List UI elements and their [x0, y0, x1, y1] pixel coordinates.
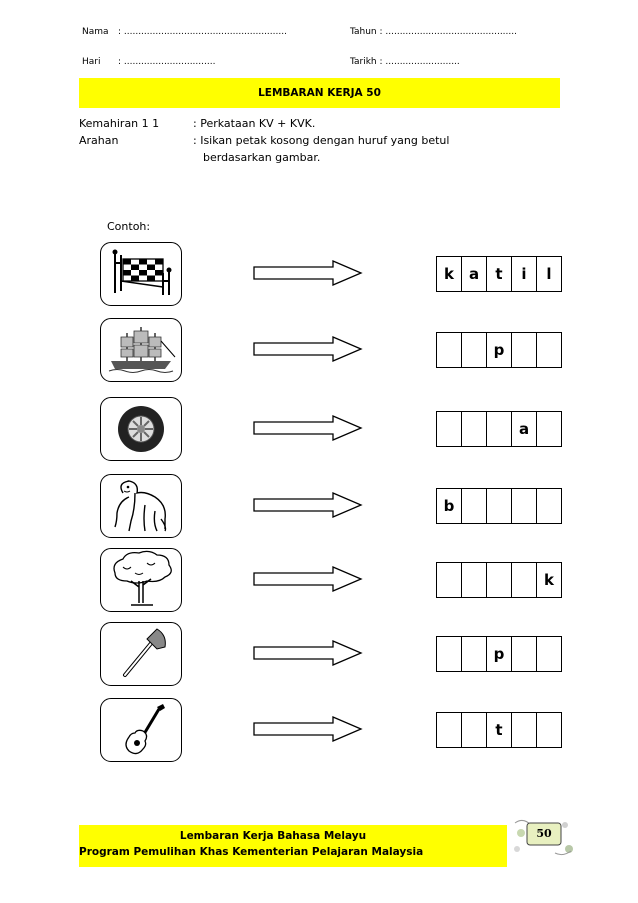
letter-box-empty[interactable] — [436, 332, 462, 368]
letter-box-empty[interactable] — [461, 332, 487, 368]
tree-icon — [101, 549, 181, 611]
nama-field[interactable]: : ......................................................... — [118, 27, 287, 37]
letter-box-empty[interactable] — [461, 562, 487, 598]
letter-boxes — [436, 562, 561, 598]
picture-axe-icon — [100, 622, 182, 686]
kemahiran-value: : Perkataan KV + KVK. — [193, 117, 316, 130]
picture-bed-icon — [100, 242, 182, 306]
letter-box-empty[interactable] — [436, 712, 462, 748]
letter-box-empty[interactable] — [436, 562, 462, 598]
picture-monkey-icon — [100, 474, 182, 538]
letter-box-filled: a — [511, 411, 537, 447]
letter-box-filled: b — [436, 488, 462, 524]
letter-box-filled: p — [486, 332, 512, 368]
letter-box-empty[interactable] — [461, 411, 487, 447]
kemahiran-label: Kemahiran 1 1 — [79, 117, 160, 130]
hari-field[interactable]: : ................................ — [118, 57, 216, 67]
letter-box-filled: l — [536, 256, 562, 292]
letter-box-filled: p — [486, 636, 512, 672]
monkey-icon — [101, 475, 181, 537]
picture-guitar-icon — [100, 698, 182, 762]
axe-icon — [101, 623, 181, 685]
page-badge: 50 — [536, 827, 552, 840]
letter-box-filled: i — [511, 256, 537, 292]
arrow-icon — [253, 492, 363, 518]
worksheet-title: LEMBARAN KERJA 50 — [258, 87, 381, 99]
title-banner — [79, 78, 560, 108]
letter-boxes — [436, 712, 561, 748]
hari-label: Hari — [82, 57, 101, 67]
footer-banner — [79, 825, 507, 867]
arahan-label: Arahan — [79, 134, 119, 147]
arrow-icon — [253, 566, 363, 592]
letter-box-empty[interactable] — [461, 488, 487, 524]
letter-box-filled: a — [461, 256, 487, 292]
letter-box-empty[interactable] — [536, 712, 562, 748]
arrow-icon — [253, 640, 363, 666]
letter-box-empty[interactable] — [536, 488, 562, 524]
letter-box-empty[interactable] — [536, 411, 562, 447]
footer-line2: Program Pemulihan Khas Kementerian Pelajaran Malaysia — [79, 846, 424, 858]
letter-boxes — [436, 636, 561, 672]
picture-tree-icon — [100, 548, 182, 612]
tahun-field[interactable]: Tahun : .............................................. — [350, 27, 517, 37]
arrow-icon — [253, 260, 363, 286]
letter-box-filled: t — [486, 712, 512, 748]
letter-box-empty[interactable] — [511, 562, 537, 598]
tyre-icon — [101, 398, 181, 460]
letter-box-empty[interactable] — [461, 712, 487, 748]
letter-box-empty[interactable] — [511, 488, 537, 524]
footer-line1: Lembaran Kerja Bahasa Melayu — [179, 830, 367, 842]
letter-box-filled: k — [436, 256, 462, 292]
tarikh-field[interactable]: Tarikh : .......................... — [350, 57, 460, 67]
arrow-icon — [253, 336, 363, 362]
guitar-icon — [101, 699, 181, 761]
letter-box-empty[interactable] — [486, 488, 512, 524]
letter-box-empty[interactable] — [436, 411, 462, 447]
letter-boxes — [436, 411, 561, 447]
arrow-icon — [253, 415, 363, 441]
ship-icon — [101, 319, 181, 381]
contoh-label: Contoh: — [107, 220, 151, 233]
bed-icon — [101, 243, 181, 305]
letter-box-empty[interactable] — [511, 712, 537, 748]
letter-boxes — [436, 332, 561, 368]
arahan-value: : Isikan petak kosong dengan huruf yang betul — [193, 134, 450, 147]
letter-box-empty[interactable] — [461, 636, 487, 672]
letter-box-empty[interactable] — [436, 636, 462, 672]
letter-box-empty[interactable] — [536, 636, 562, 672]
letter-box-empty[interactable] — [511, 636, 537, 672]
picture-tyre-icon — [100, 397, 182, 461]
nama-label: Nama — [82, 27, 109, 37]
letter-boxes — [436, 256, 561, 292]
arrow-icon — [253, 716, 363, 742]
letter-box-empty[interactable] — [486, 562, 512, 598]
letter-box-filled: t — [486, 256, 512, 292]
letter-box-empty[interactable] — [486, 411, 512, 447]
letter-boxes — [436, 488, 561, 524]
page-badge-decoration — [511, 815, 575, 857]
letter-box-empty[interactable] — [511, 332, 537, 368]
arahan-value-cont: berdasarkan gambar. — [203, 151, 321, 164]
letter-box-empty[interactable] — [536, 332, 562, 368]
letter-box-filled: k — [536, 562, 562, 598]
picture-ship-icon — [100, 318, 182, 382]
